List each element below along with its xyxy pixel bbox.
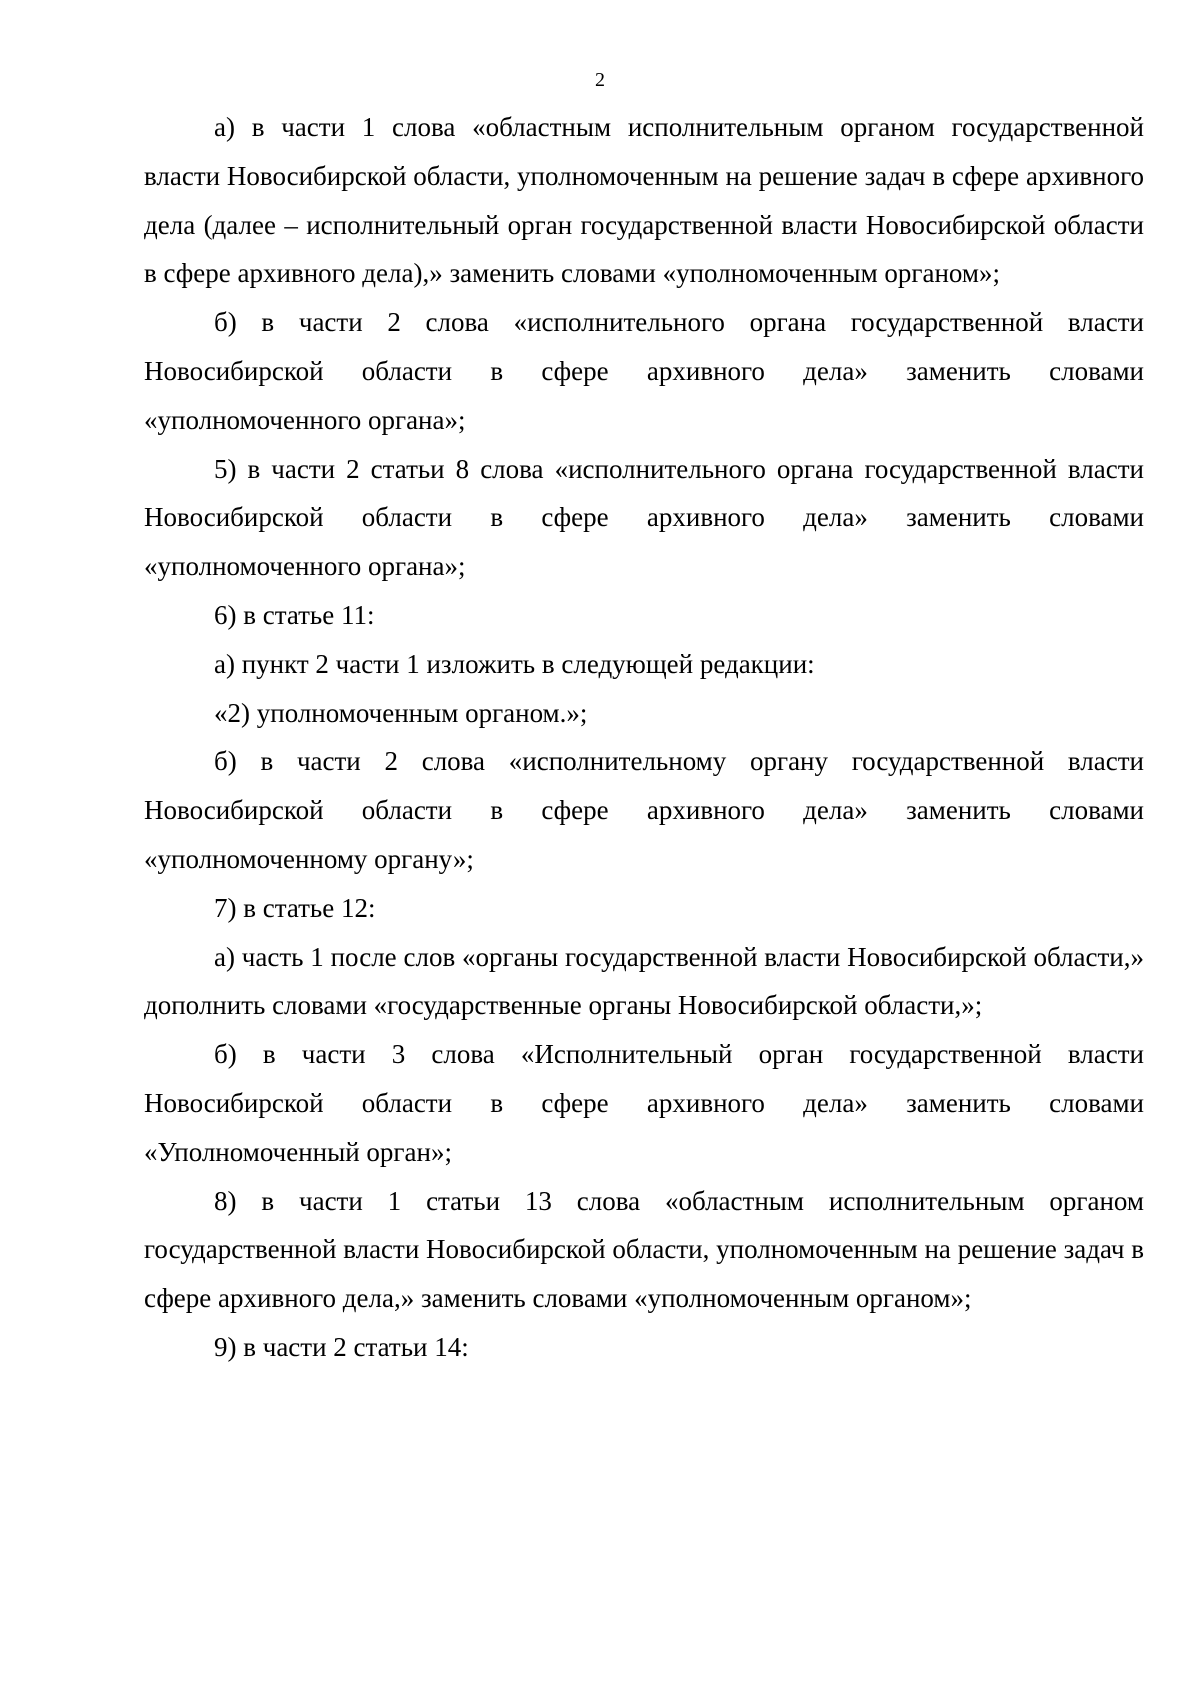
document-body [144, 103, 1144, 1372]
paragraph: 9) в части 2 статьи 14: [214, 1331, 469, 1362]
paragraph: 7) в статье 12: [214, 892, 376, 923]
paragraph: а) часть 1 после слов «органы государственной власти Новосибирской области,» дополнить словами «государственные органы Новосибирской области,»; [144, 941, 1144, 1021]
page-number: 2 [595, 69, 605, 91]
paragraph: а) пункт 2 части 1 изложить в следующей редакции: [214, 648, 815, 679]
paragraph: 6) в статье 11: [214, 599, 375, 630]
paragraph: б) в части 3 слова «Исполнительный орган государственной власти Новосибирской области в сфере архивного дела» заменить словами «Уполномоченный орган»; [144, 1039, 1144, 1167]
paragraph: б) в части 2 слова «исполнительному органу государственной власти Новосибирской области в сфере архивного дела» заменить словами «уполномоченному органу»; [144, 746, 1144, 874]
paragraph: б) в части 2 слова «исполнительного органа государственной власти Новосибирской области в сфере архивного дела» заменить словами «уполномоченного органа»; [144, 307, 1144, 435]
paragraph: 5) в части 2 статьи 8 слова «исполнительного органа государственной власти Новосибирской области в сфере архивного дела» заменить словами «уполномоченного органа»; [144, 453, 1144, 582]
paragraph: 8) в части 1 статьи 13 слова «областным исполнительным органом государственной власти Новосибирской области, уполномоченным на решение задач в сфере архивного дела,» заменить словами «уполномоченным органом»; [144, 1185, 1144, 1314]
paragraph: «2) уполномоченным органом.»; [214, 697, 588, 728]
paragraph: а) в части 1 слова «областным исполнительным органом государственной власти Новосибирской области, уполномоченным на решение задач в сфере архивного дела (далее – исполнительный орган государственной власти Новосибирской области в сфере архивного дела),» заменить словами «уполномоченным органом»; [144, 112, 1144, 289]
